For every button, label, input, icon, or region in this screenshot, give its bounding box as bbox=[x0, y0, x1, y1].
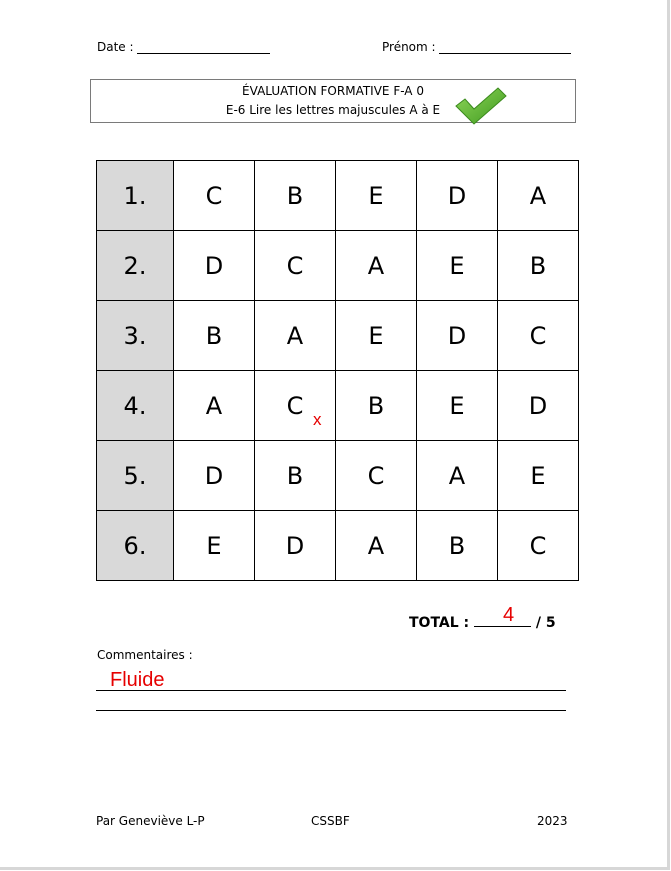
total-score: 4 bbox=[503, 604, 515, 626]
letter-cell: A bbox=[336, 231, 417, 301]
letter-cell: B bbox=[336, 371, 417, 441]
prenom-blank bbox=[439, 53, 571, 54]
letter-cell: D bbox=[417, 161, 498, 231]
comment-line bbox=[96, 690, 566, 691]
row-number: 5. bbox=[97, 441, 174, 511]
title-line-2: E-6 Lire les lettres majuscules A à E bbox=[225, 103, 441, 117]
row-number: 2. bbox=[97, 231, 174, 301]
grid-row bbox=[97, 161, 579, 231]
footer-author: Par Geneviève L-P bbox=[96, 814, 205, 828]
letter-cell: B bbox=[417, 511, 498, 581]
letter-cell: D bbox=[174, 441, 255, 511]
grid-row bbox=[97, 441, 579, 511]
letter-cell: E bbox=[417, 231, 498, 301]
comment-line bbox=[96, 710, 566, 711]
grid-row bbox=[97, 511, 579, 581]
total-label: TOTAL : bbox=[409, 615, 470, 631]
grid-row bbox=[97, 371, 579, 441]
date-field bbox=[97, 40, 270, 54]
letter-cell: C bbox=[498, 301, 579, 371]
footer-org: CSSBF bbox=[311, 814, 350, 828]
date-label: Date : bbox=[97, 40, 134, 54]
letter-cell: E bbox=[336, 161, 417, 231]
total-out-of: / 5 bbox=[535, 615, 556, 631]
row-number: 6. bbox=[97, 511, 174, 581]
comments-text: Fluide bbox=[110, 669, 165, 691]
letter-cell: B bbox=[255, 161, 336, 231]
letter-cell: A bbox=[336, 511, 417, 581]
prenom-field bbox=[382, 40, 571, 54]
prenom-label: Prénom : bbox=[382, 40, 436, 54]
green-checkmark-icon bbox=[452, 84, 510, 128]
date-blank bbox=[137, 53, 270, 54]
letter-cell: A bbox=[255, 301, 336, 371]
letter-cell: D bbox=[498, 371, 579, 441]
letter-cell: B bbox=[174, 301, 255, 371]
grid-row bbox=[97, 301, 579, 371]
letter-cell: E bbox=[336, 301, 417, 371]
footer-year: 2023 bbox=[537, 814, 568, 828]
letter-cell: C bbox=[336, 441, 417, 511]
row-number: 1. bbox=[97, 161, 174, 231]
letter-cell: B bbox=[255, 441, 336, 511]
letter-cell: E bbox=[174, 511, 255, 581]
letter-cell: E bbox=[417, 371, 498, 441]
total-line bbox=[409, 612, 556, 631]
letter-cell: A bbox=[174, 371, 255, 441]
row-number: 3. bbox=[97, 301, 174, 371]
letter-cell: E bbox=[498, 441, 579, 511]
letter-cell: B bbox=[498, 231, 579, 301]
letters-grid bbox=[96, 160, 579, 581]
letter-cell: D bbox=[255, 511, 336, 581]
letter-cell: D bbox=[417, 301, 498, 371]
letter-cell: C bbox=[498, 511, 579, 581]
comments-label: Commentaires : bbox=[97, 648, 193, 662]
letter-cell: C bbox=[174, 161, 255, 231]
letter-text: C bbox=[286, 391, 304, 420]
letter-cell: A bbox=[417, 441, 498, 511]
title-line-1: ÉVALUATION FORMATIVE F-A 0 bbox=[242, 84, 424, 98]
letter-cell-marked bbox=[255, 371, 336, 441]
error-mark: x bbox=[313, 410, 322, 429]
grid-row bbox=[97, 231, 579, 301]
letter-cell: C bbox=[255, 231, 336, 301]
row-number: 4. bbox=[97, 371, 174, 441]
letter-cell: A bbox=[498, 161, 579, 231]
letter-cell: D bbox=[174, 231, 255, 301]
